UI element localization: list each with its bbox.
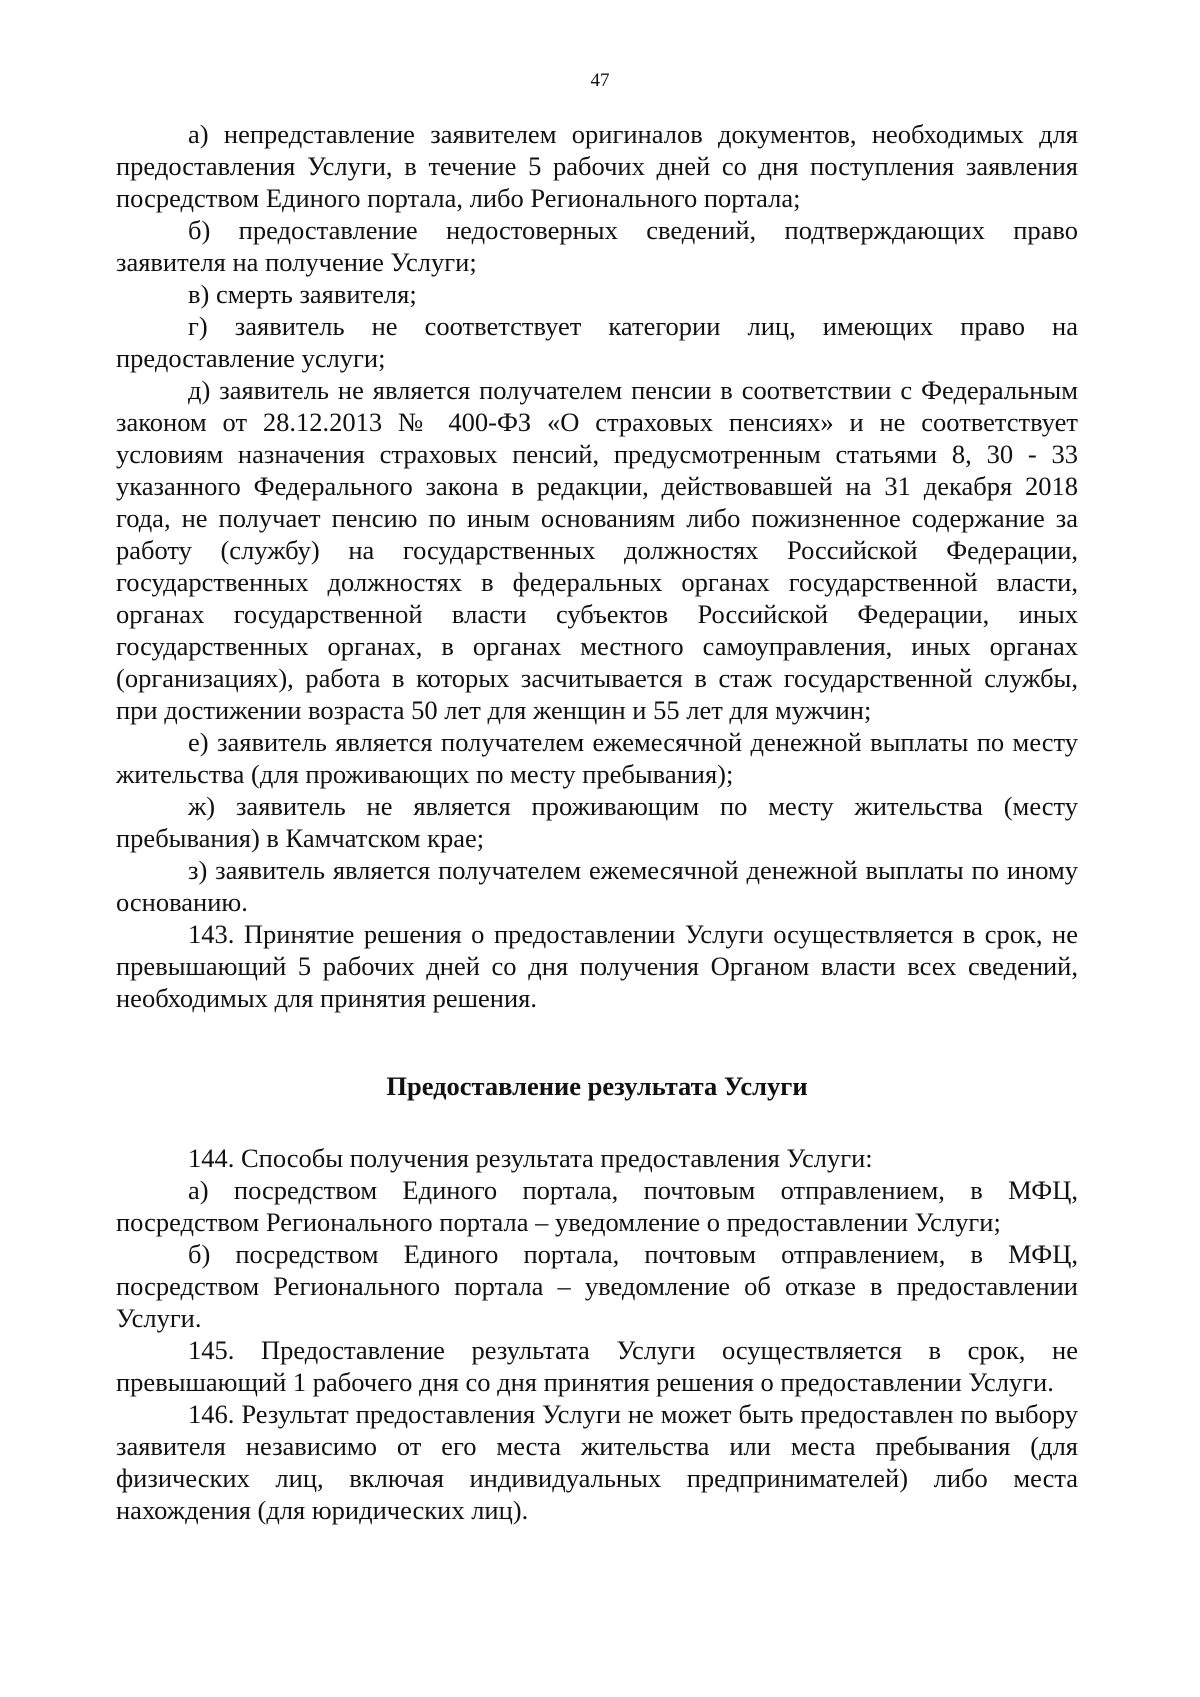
paragraph-refusal-z: з) заявитель является получателем ежемесячной денежной выплаты по иному основанию. (116, 855, 1078, 917)
page-number: 47 (590, 70, 610, 91)
document-body (116, 118, 1078, 1526)
paragraph-144-a: а) посредством Единого портала, почтовым отправлением, в МФЦ, посредством Регионального портала – уведомление о предоставлении Услуги; (116, 1175, 1078, 1237)
paragraph-145: 145. Предоставление результата Услуги осуществляется в срок, не превышающий 1 рабочего дня со дня принятия решения о предоставлении Услуги. (116, 1335, 1078, 1397)
paragraph-144-b: б) посредством Единого портала, почтовым отправлением, в МФЦ, посредством Регионального портала – уведомление об отказе в предоставлении Услуги. (116, 1239, 1078, 1333)
paragraph-refusal-e: е) заявитель является получателем ежемесячной денежной выплаты по месту жительства (для проживающих по месту пребывания); (116, 727, 1078, 789)
paragraph-refusal-a: а) непредставление заявителем оригиналов документов, необходимых для предоставления Услуги, в течение 5 рабочих дней со дня поступления заявления посредством Единого портала, либо Регионального портала; (116, 119, 1078, 213)
paragraph-146: 146. Результат предоставления Услуги не может быть предоставлен по выбору заявителя независимо от его места жительства или места пребывания (для физических лиц, включая индивидуальных предпринимателей) либо места нахождения (для юридических лиц). (116, 1399, 1078, 1525)
paragraph-143: 143. Принятие решения о предоставлении Услуги осуществляется в срок, не превышающий 5 рабочих дней со дня получения Органом власти всех сведений, необходимых для принятия решения. (116, 919, 1078, 1013)
paragraph-refusal-zh: ж) заявитель не является проживающим по месту жительства (месту пребывания) в Камчатском крае; (116, 791, 1078, 853)
paragraph-144: 144. Способы получения результата предоставления Услуги: (188, 1143, 873, 1173)
paragraph-refusal-v: в) смерть заявителя; (188, 279, 417, 309)
paragraph-refusal-g: г) заявитель не соответствует категории лиц, имеющих право на предоставление услуги; (116, 311, 1078, 373)
section-heading: Предоставление результата Услуги (386, 1071, 808, 1101)
paragraph-refusal-d: д) заявитель не является получателем пенсии в соответствии с Федеральным законом от 28.12.2013 № 400-ФЗ «О страховых пенсиях» и не соответствует условиям назначения страховых пенсий, предусмотренным статьями 8, 30 - 33 указанного Федерального закона в редакции, действовавшей на 31 декабря 2018 года, не получает пенсию по иным основаниям либо пожизненное содержание за работу (службу) на государственных должностях Российской Федерации, государственных должностях в федеральных органах государственной власти, органах государственной власти субъектов Российской Федерации, иных государственных органах, в органах местного самоуправления, иных органах (организациях), работа в которых засчитывается в стаж государственной службы, при достижении возраста 50 лет для женщин и 55 лет для мужчин; (116, 375, 1078, 725)
paragraph-refusal-b: б) предоставление недостоверных сведений, подтверждающих право заявителя на получение Услуги; (116, 215, 1078, 277)
